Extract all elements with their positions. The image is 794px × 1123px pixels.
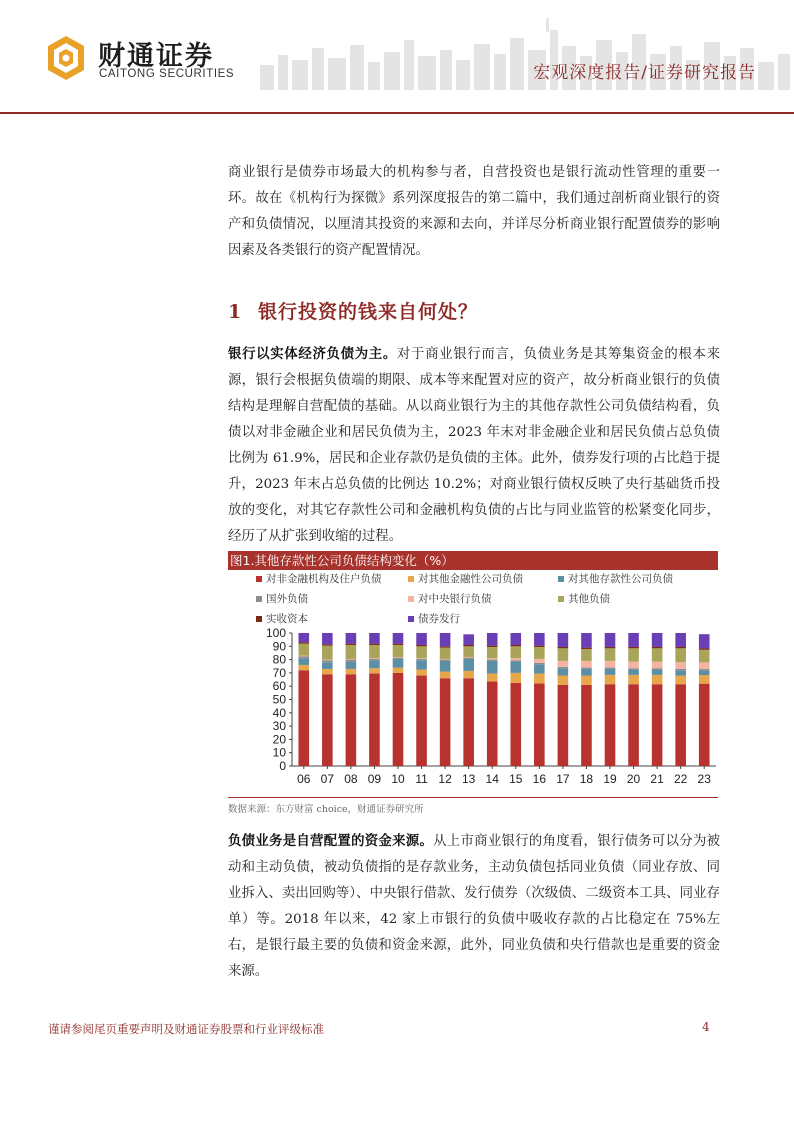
bar-segment	[675, 670, 686, 675]
bar-segment	[322, 633, 333, 644]
bar-segment	[440, 659, 451, 660]
bar-segment	[675, 684, 686, 766]
bar-segment	[628, 648, 639, 661]
bar-segment	[652, 675, 663, 684]
bar-segment	[346, 644, 357, 645]
bar-segment	[369, 668, 380, 673]
y-tick-label: 30	[272, 719, 286, 734]
bar-segment	[440, 633, 451, 646]
bar-segment	[534, 674, 545, 684]
x-tick-label: 20	[626, 772, 641, 786]
x-tick-label: 17	[556, 772, 570, 786]
bar-segment	[487, 661, 498, 674]
bar-segment	[510, 662, 521, 673]
bar-segment	[558, 668, 569, 675]
legend-label: 对非金融机构及住户负债	[266, 573, 382, 585]
report-type: 宏观深度报告/证券研究报告	[533, 63, 756, 83]
bar-segment	[416, 659, 427, 660]
header-divider	[0, 112, 794, 114]
bar-segment	[369, 645, 380, 658]
disclaimer-note: 谨请参阅尾页重要声明及财通证券股票和行业评级标准	[48, 1022, 324, 1036]
legend-label: 对中央银行负债	[418, 593, 492, 605]
bar-segment	[322, 662, 333, 669]
bar-segment	[416, 633, 427, 645]
bar-segment	[510, 658, 521, 660]
legend-swatch	[408, 576, 414, 582]
bar-segment	[369, 660, 380, 668]
bar-segment	[581, 649, 592, 661]
bar-segment	[510, 646, 521, 658]
y-tick-label: 60	[272, 679, 286, 694]
x-tick-label: 16	[532, 772, 547, 786]
bar-segment	[487, 682, 498, 766]
x-tick-label: 12	[438, 772, 452, 786]
bar-segment	[605, 668, 616, 669]
bar-segment	[298, 658, 309, 665]
bar-segment	[558, 685, 569, 766]
bar-segment	[534, 659, 545, 663]
logo-english-name: CAITONG SECURITIES	[99, 68, 235, 80]
paragraph-body: 从上市商业银行的角度看，银行债务可以分为被动和主动负债，被动负债指的是存款业务，主动负债包括同业负债（同业存放、同业拆入、卖出回购等）、中央银行借款、发行债券（次级债、二级资本工具、同业存单）等。2018 年以来，42 家上市银行的负债中吸收存款的占比稳定在 75%左右，是银行最主要的负债和资金来源，此外，同业负债和央行借款也是重要的资金来源。	[228, 834, 721, 979]
x-tick-label: 15	[509, 772, 523, 786]
bar-segment	[322, 646, 333, 660]
bar-segment	[463, 645, 474, 646]
legend-swatch	[558, 596, 564, 602]
bar-segment	[416, 658, 427, 659]
legend-label: 对其他存款性公司负债	[568, 573, 673, 585]
bar-segment	[369, 674, 380, 766]
x-tick-label: 09	[367, 772, 382, 786]
paragraph-body: 对于商业银行而言，负债业务是其筹集资金的根本来源，银行会根据负债端的期限、成本等来配置对应的资产，故分析商业银行的负债结构是理解自营配债的基础。从以商业银行为主的其他存款性公司负债结构看，负债以对非金融企业和居民负债为主，2023 年末对非金融企业和居民负债占总负债比例为 61.9%，居民和企业存款仍是负债的主体。此外，债券发行项的占比趋于提升，2023 年末占总负债的比例达 10.2%；对商业银行债权反映了央行基础货币投放的变化，对其它存款性公司和金融机构负债的占比与同业监管的松紧变化同步，经历了从扩张到收缩的过程。	[228, 347, 720, 544]
bar-segment	[393, 658, 404, 659]
section-number: 1	[228, 301, 243, 323]
bar-segment	[487, 647, 498, 658]
bar-segment	[416, 646, 427, 658]
bar-segment	[558, 676, 569, 685]
x-tick-label: 23	[697, 772, 711, 786]
bar-segment	[652, 684, 663, 766]
legend-swatch	[558, 576, 564, 582]
bar-segment	[652, 647, 663, 648]
bar-segment	[558, 633, 569, 647]
bar-segment	[652, 648, 663, 661]
bar-segment	[298, 670, 309, 766]
legend-label: 债券发行	[418, 613, 460, 625]
bar-segment	[346, 674, 357, 766]
bar-segment	[440, 678, 451, 766]
bar-segment	[675, 662, 686, 669]
bar-segment	[699, 650, 710, 663]
bar-segment	[605, 675, 616, 684]
bar-segment	[346, 669, 357, 674]
body-paragraph-2	[228, 828, 720, 985]
bar-segment	[605, 669, 616, 675]
legend-label: 国外负债	[266, 593, 308, 605]
section-title-text: 银行投资的钱来自何处？	[258, 301, 479, 323]
bar-segment	[558, 648, 569, 661]
intro-paragraph: 商业银行是债券市场最大的机构参与者，自营投资也是银行流动性管理的重要一环。故在《机构行为探微》系列深度报告的第二篇中，我们通过剖析商业银行的资产和负债情况，以厘清其投资的来源和去向，并详尽分析商业银行配置债券的影响因素及各类银行的资产配置情况。	[228, 165, 720, 258]
bar-segment	[628, 662, 639, 669]
bar-segment	[628, 670, 639, 675]
bar-segment	[487, 658, 498, 659]
bar-segment	[487, 660, 498, 661]
bar-segment	[298, 665, 309, 670]
bar-segment	[463, 658, 474, 659]
bar-segment	[534, 646, 545, 647]
bar-segment	[534, 647, 545, 659]
x-tick-label: 19	[603, 772, 617, 786]
bar-segment	[393, 659, 404, 668]
bar-segment	[487, 633, 498, 646]
x-tick-label: 10	[391, 772, 405, 786]
paragraph-lead: 银行以实体经济负债为主。	[228, 346, 397, 362]
x-tick-label: 07	[320, 772, 335, 786]
bar-segment	[369, 658, 380, 659]
y-tick-label: 100	[265, 626, 286, 640]
legend-label: 对其他金融性公司负债	[418, 573, 523, 585]
bar-segment	[605, 633, 616, 647]
bar-segment	[652, 633, 663, 647]
bar-segment	[463, 678, 474, 766]
legend-label: 其他负债	[568, 593, 610, 605]
bar-segment	[534, 664, 545, 673]
bar-segment	[346, 660, 357, 662]
bar-segment	[440, 661, 451, 672]
logo-chinese-name: 财通证券	[98, 41, 214, 72]
x-tick-label: 08	[344, 772, 358, 786]
y-tick-label: 50	[272, 692, 286, 707]
bar-segment	[510, 683, 521, 766]
bar-segment	[440, 672, 451, 679]
caitong-logo-icon	[42, 34, 90, 82]
bar-segment	[652, 668, 663, 669]
x-tick-label: 21	[650, 772, 664, 786]
bar-segment	[487, 646, 498, 647]
page-number: 4	[702, 1020, 710, 1034]
legend-swatch	[408, 596, 414, 602]
bar-segment	[369, 633, 380, 644]
legend-swatch	[256, 596, 262, 602]
bar-segment	[699, 670, 710, 675]
bar-segment	[581, 685, 592, 766]
bar-segment	[675, 633, 686, 647]
liability-structure-chart	[228, 571, 718, 795]
bar-segment	[534, 633, 545, 646]
bar-segment	[346, 633, 357, 644]
legend-swatch	[256, 576, 262, 582]
bar-segment	[298, 644, 309, 656]
bar-segment	[605, 648, 616, 661]
bar-segment	[510, 645, 521, 646]
bar-segment	[675, 647, 686, 648]
bar-segment	[393, 644, 404, 645]
page-header	[0, 0, 794, 118]
y-tick-label: 40	[272, 705, 286, 720]
bar-segment	[393, 633, 404, 644]
paragraph-lead: 负债业务是自营配置的资金来源。	[228, 833, 434, 849]
bar-segment	[581, 668, 592, 669]
x-tick-label: 13	[461, 772, 476, 786]
bar-segment	[298, 656, 309, 657]
bar-segment	[581, 669, 592, 676]
bar-segment	[699, 669, 710, 670]
bar-segment	[628, 633, 639, 647]
bar-segment	[652, 670, 663, 675]
bar-segment	[440, 646, 451, 647]
bar-segment	[699, 675, 710, 684]
y-tick-label: 70	[272, 665, 286, 680]
bar-segment	[322, 660, 333, 662]
bar-segment	[581, 676, 592, 685]
bar-segment	[298, 642, 309, 643]
bar-segment	[298, 656, 309, 658]
legend-label: 实收资本	[266, 613, 308, 625]
bar-segment	[393, 645, 404, 657]
bar-segment	[369, 644, 380, 645]
bar-segment	[322, 674, 333, 766]
bar-segment	[463, 634, 474, 645]
bar-segment	[298, 633, 309, 642]
bar-segment	[463, 646, 474, 657]
figure-title: 图1.其他存款性公司负债结构变化（%）	[228, 551, 718, 570]
bar-segment	[699, 648, 710, 649]
figure-bottom-divider	[228, 797, 718, 798]
bar-segment	[699, 662, 710, 669]
bar-segment	[605, 661, 616, 668]
bar-segment	[416, 660, 427, 669]
section-heading	[228, 297, 478, 324]
x-tick-label: 14	[485, 772, 499, 786]
bar-segment	[558, 667, 569, 668]
x-tick-label: 11	[415, 772, 428, 786]
legend-swatch	[256, 616, 262, 622]
bar-segment	[628, 675, 639, 684]
bar-segment	[675, 676, 686, 685]
bar-segment	[581, 648, 592, 649]
y-tick-label: 20	[272, 732, 286, 747]
x-tick-label: 22	[673, 772, 688, 786]
y-tick-label: 10	[272, 745, 286, 760]
bar-segment	[346, 645, 357, 659]
bar-segment	[346, 662, 357, 669]
bar-segment	[416, 676, 427, 766]
bar-segment	[393, 657, 404, 658]
bar-segment	[675, 648, 686, 662]
bar-segment	[322, 660, 333, 661]
bar-segment	[605, 684, 616, 766]
bar-segment	[581, 633, 592, 648]
bar-segment	[510, 673, 521, 683]
legend-swatch	[408, 616, 414, 622]
body-paragraph-1	[228, 341, 720, 550]
y-tick-label: 90	[272, 639, 286, 654]
bar-segment	[416, 670, 427, 676]
bar-segment	[699, 684, 710, 766]
bar-segment	[416, 645, 427, 646]
bar-segment	[534, 684, 545, 766]
bar-segment	[322, 644, 333, 645]
bar-segment	[346, 659, 357, 660]
bar-segment	[510, 633, 521, 645]
bar-segment	[463, 657, 474, 658]
bar-segment	[463, 659, 474, 671]
bar-segment	[699, 634, 710, 648]
bar-segment	[628, 684, 639, 766]
figure-source: 数据来源：东方财富 choice，财通证券研究所	[228, 804, 424, 815]
bar-segment	[534, 663, 545, 664]
bar-segment	[487, 674, 498, 682]
bar-segment	[581, 661, 592, 668]
bar-segment	[558, 647, 569, 648]
bar-segment	[605, 647, 616, 648]
bar-segment	[628, 647, 639, 648]
bar-segment	[652, 662, 663, 669]
bar-segment	[393, 673, 404, 766]
bar-segment	[675, 669, 686, 670]
x-tick-label: 18	[579, 772, 594, 786]
bar-segment	[369, 659, 380, 660]
bar-segment	[393, 668, 404, 673]
bar-segment	[510, 660, 521, 661]
y-tick-label: 0	[279, 759, 286, 773]
x-tick-label: 06	[297, 772, 311, 786]
bar-segment	[628, 668, 639, 669]
bar-segment	[440, 660, 451, 661]
y-tick-label: 80	[272, 652, 286, 667]
bar-segment	[440, 648, 451, 659]
bar-segment	[463, 671, 474, 678]
bar-segment	[558, 661, 569, 667]
bar-segment	[322, 669, 333, 674]
